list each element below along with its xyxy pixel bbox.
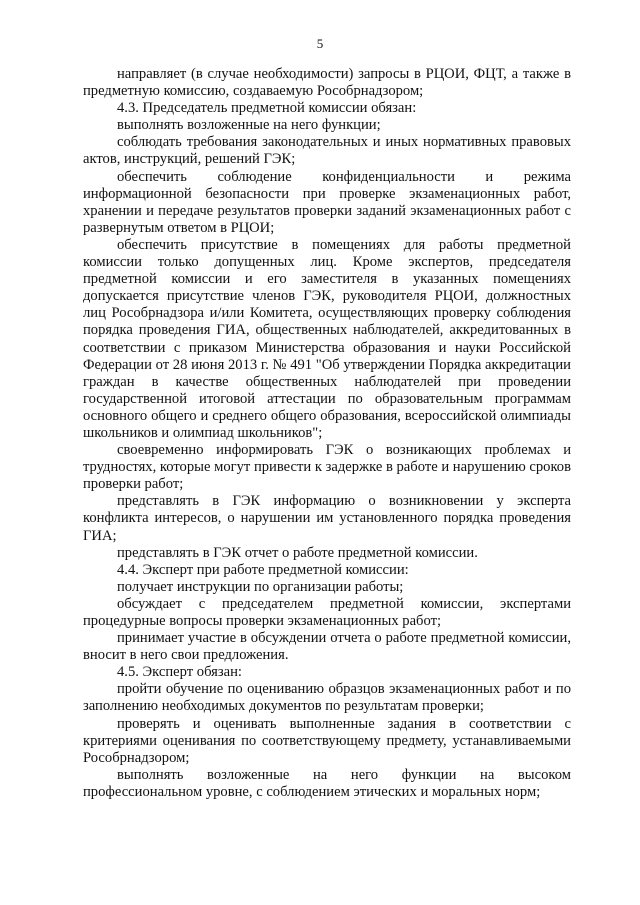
paragraph: принимает участие в обсуждении отчета о работе предметной комиссии, вносит в него свои предложения.: [83, 630, 571, 664]
section-heading: 4.5. Эксперт обязан:: [117, 664, 242, 681]
paragraph: выполнять возложенные на него функции;: [117, 117, 381, 134]
paragraph: представлять в ГЭК информацию о возникновении у эксперта конфликта интересов, о нарушении им установленного порядка проведения ГИА;: [83, 493, 571, 544]
page-number: 5: [316, 36, 324, 51]
paragraph: направляет (в случае необходимости) запросы в РЦОИ, ФЦТ, а также в предметную комиссию, создаваемую Рособрнадзором;: [83, 66, 571, 100]
paragraph: соблюдать требования законодательных и иных нормативных правовых актов, инструкций, решений ГЭК;: [83, 134, 571, 168]
paragraph: проверять и оценивать выполненные задания в соответствии с критериями оценивания по соответствующему предмету, устанавливаемыми Рособрнадзором;: [83, 715, 571, 766]
paragraph: выполнять возложенные на него функции на высоком профессиональном уровне, с соблюдением этических и моральных норм;: [83, 766, 571, 800]
paragraph: получает инструкции по организации работы;: [117, 578, 404, 595]
paragraph: обеспечить соблюдение конфиденциальности и режима информационной безопасности при проверке экзаменационных работ, хранении и передаче результатов проверки заданий экзаменационных работ с развернутым ответом в РЦОИ;: [83, 168, 571, 236]
body-text: [83, 66, 571, 801]
paragraph: пройти обучение по оцениванию образцов экзаменационных работ и по заполнению необходимых документов по результатам проверки;: [83, 681, 571, 715]
paragraph: обсуждает с председателем предметной комиссии, экспертами процедурные вопросы проверки экзаменационных работ;: [83, 595, 571, 629]
section-heading: 4.3. Председатель предметной комиссии обязан:: [117, 100, 417, 117]
paragraph: обеспечить присутствие в помещениях для работы предметной комиссии только допущенных лиц. Кроме экспертов, председателя предметной комиссии и его заместителя в указанных помещениях допускается присутствие членов ГЭК, руководителя РЦОИ, должностных лиц Рособрнадзора и/или Комитета, осуществляющих проверку соблюдения порядка проведения ГИА, общественных наблюдателей, аккредитованных в соответствии с приказом Министерства образования и науки Российской Федерации от 28 июня 2013 г. № 491 "Об утверждении Порядка аккредитации граждан в качестве общественных наблюдателей при проведении государственной итоговой аттестации по образовательным программам основного общего и среднего общего образования, всероссийской олимпиады школьников и олимпиад школьников";: [83, 236, 571, 441]
paragraph: своевременно информировать ГЭК о возникающих проблемах и трудностях, которые могут привести к задержке в работе и нарушению сроков проверки работ;: [83, 442, 571, 493]
section-heading: 4.4. Эксперт при работе предметной комиссии:: [117, 561, 409, 578]
paragraph: представлять в ГЭК отчет о работе предметной комиссии.: [117, 544, 478, 561]
